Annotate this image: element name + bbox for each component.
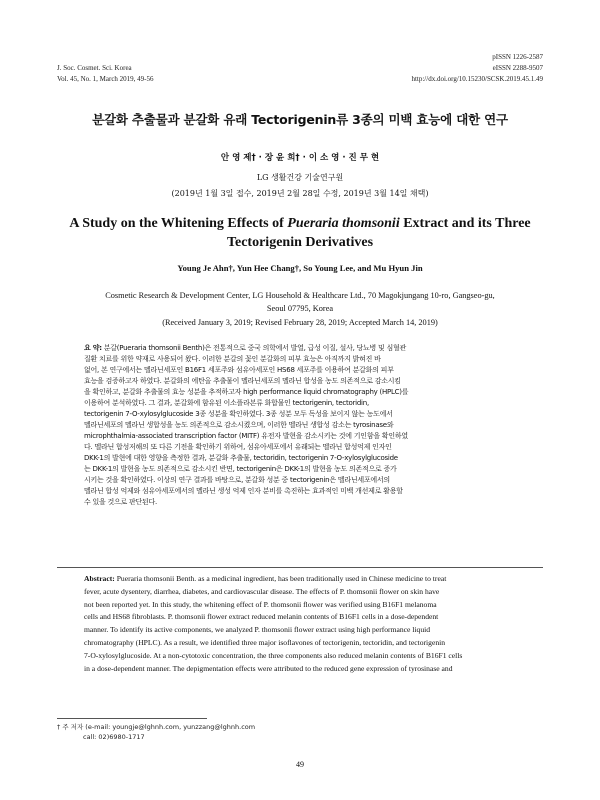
- abstract-korean-line: DKK-1의 발현에 대한 영향을 측정한 결과, 분갈화 추출물, tectoridin, tectorigenin 7-O-xylosylglucoside: [84, 454, 398, 462]
- abstract-english-line: cells and HS68 fibroblasts. P. thomsonii flower extract reduced melanin contents of B16F1 cells in a dose-dependent: [84, 612, 439, 622]
- abstract-korean-line: 이용하여 분석하였다. 그 결과, 분갈화에 함유된 이소플라본류 화합물인 tectorigenin, tectoridin,: [84, 399, 369, 407]
- abstract-korean-line: 수 있을 것으로 판단된다.: [84, 498, 158, 506]
- affiliation-english-line2: Seoul 07795, Korea: [266, 304, 334, 313]
- abstract-korean-line: 을 확인하고, 분갈화 추출물의 효능 성분을 추적하고자 high performance liquid chromatography (HPLC)를: [84, 388, 409, 396]
- abstract-english-line: chromatography (HPLC). As a result, we identified three major isoflavones of tectorigenin, tectoridin, and tectorigenin: [84, 637, 446, 647]
- abstract-korean-line: 멜라닌 합성 억제와 섬유아세포에서의 멜라닌 생성 억제 인자 분비를 촉진하는 효과적인 미백 개선제로 활용할: [84, 487, 403, 495]
- footnote: [57, 722, 255, 742]
- abstract-korean-line: 효능을 검증하고자 하였다. 분갈화의 에탄올 추출물이 멜라닌세포의 멜라닌 합성을 농도 의존적으로 감소시킴: [84, 377, 401, 385]
- abstract-korean-line: 시키는 것을 확인하였다. 이상의 연구 결과를 바탕으로, 분갈화 성분 중 tectorigenin은 멜라닌세포에서의: [84, 476, 390, 484]
- page-number: 49: [296, 760, 304, 769]
- abstract-english-line: manner. To identify its active components, we analyzed P. thomsonii flower extract using high performance liquid: [84, 625, 431, 635]
- abstract-english-line: 7-O-xylosylglucoside. At a non-cytotoxic concentration, the three components also reduced melanin contents of B16F1 cells: [84, 650, 463, 660]
- abstract-korean: [84, 343, 516, 508]
- abstract-korean-line: 분갈(Pueraria thomsonii Benth)은 전통적으로 중국 의학에서 발열, 급성 이질, 설사, 당뇨병 및 심혈관: [101, 344, 407, 352]
- authors-korean: 안 영 제† · 장 윤 희† · 이 소 영 · 진 무 현: [220, 153, 380, 163]
- footnote-phone: call: 02)6980-1717: [83, 733, 145, 741]
- dates-korean: (2019년 1월 3일 접수, 2019년 2월 28일 수정, 2019년 3월 14일 채택): [171, 189, 429, 198]
- journal-citation: [57, 63, 154, 85]
- abstract-korean-line: 다. 멜라닌 합성저해의 또 다른 기전을 확인하기 위하여, 섬유아세포에서 유래되는 멜라닌 합성억제 인자인: [84, 443, 392, 451]
- abstract-english-line: Pueraria thomsonii Benth. as a medicinal ingredient, has been traditionally used in Chinese medicine to treat: [114, 574, 447, 583]
- title-english-species: Pueraria thomsonii: [287, 216, 400, 231]
- abstract-korean-line: 는 DKK-1의 발현을 농도 의존적으로 감소시킨 반면, tectorigenin은 DKK-1의 발현을 농도 의존적으로 증가: [84, 465, 397, 473]
- abstract-korean-line: 멜라닌세포의 멜라닌 생합성을 농도 의존적으로 감소시켰으며, 이러한 멜라닌 생합성 감소는 tyrosinase와: [84, 421, 394, 429]
- title-english-pre: A Study on the Whitening Effects of: [69, 216, 288, 231]
- abstract-divider: [57, 567, 543, 568]
- abstract-english-line: not been reported yet. In this study, the whitening effect of P. thomsonii flower was verified using B16F1 melanoma: [84, 599, 437, 609]
- abstract-english-label: Abstract:: [84, 574, 115, 583]
- journal-identifiers: [411, 52, 543, 85]
- title-english-line2: Tectorigenin Derivatives: [226, 235, 374, 250]
- title-korean: 분갈화 추출물과 분갈화 유래 Tectorigenin류 3종의 미백 효능에 대한 연구: [92, 112, 508, 127]
- affiliation-english: [55, 289, 545, 315]
- affiliation-english-line1: Cosmetic Research & Development Center, LG Household & Healthcare Ltd., 70 Magokjungang 10-ro, Gangseo-gu,: [105, 291, 495, 300]
- journal-volume: Vol. 45, No. 1, March 2019, 49-56: [57, 75, 154, 83]
- affiliation-korean: LG 생활건강 기술연구원: [256, 173, 344, 182]
- abstract-english-line: in a dose-dependent manner. The depigmentation effects were attributed to the reduced gene expression of tyrosinase and: [84, 663, 453, 673]
- journal-name: J. Soc. Cosmet. Sci. Korea: [57, 64, 132, 72]
- footnote-contact: † 주 저자 (e-mail: youngje@lghnh.com, yunzzang@lghnh.com: [57, 723, 256, 731]
- eissn: eISSN 2288-9507: [492, 64, 543, 72]
- abstract-korean-line: 질환 치료를 위한 약재로 사용되어 왔다. 이러한 분갈의 꽃인 분갈화의 피부 효능은 아직까지 밝혀진 바: [84, 355, 381, 363]
- abstract-korean-line: microphthalmia-associated transcription factor (MITF) 유전자 발현을 감소시키는 것에 기인함을 확인하였: [84, 432, 408, 440]
- abstract-korean-line: 없어, 본 연구에서는 멜라닌세포인 B16F1 세포주와 섬유아세포인 HS68 세포주를 이용하여 분갈화의 피부: [84, 366, 394, 374]
- abstract-korean-line: tectorigenin 7-O-xylosylglucoside 3종 성분을 확인하였다. 3종 성분 모두 독성을 보이지 않는 농도에서: [84, 410, 393, 418]
- pissn: pISSN 1226-2587: [492, 53, 543, 61]
- authors-english: Young Je Ahn†, Yun Hee Chang†, So Young Lee, and Mu Hyun Jin: [177, 263, 423, 273]
- dates-english: (Received January 3, 2019; Revised February 28, 2019; Accepted March 14, 2019): [162, 318, 438, 327]
- abstract-english-line: fever, acute dysentery, diarrhea, diabetes, and cardiovascular disease. The effects of P. thomsonii flower on skin have: [84, 586, 440, 596]
- title-english: [50, 214, 550, 252]
- abstract-korean-label: 요 약:: [84, 344, 102, 352]
- footnote-divider: [57, 718, 207, 719]
- abstract-english: [84, 573, 516, 675]
- doi-link[interactable]: http://dx.doi.org/10.15230/SCSK.2019.45.1.49: [411, 75, 543, 83]
- title-english-post: Extract and its Three: [399, 216, 531, 231]
